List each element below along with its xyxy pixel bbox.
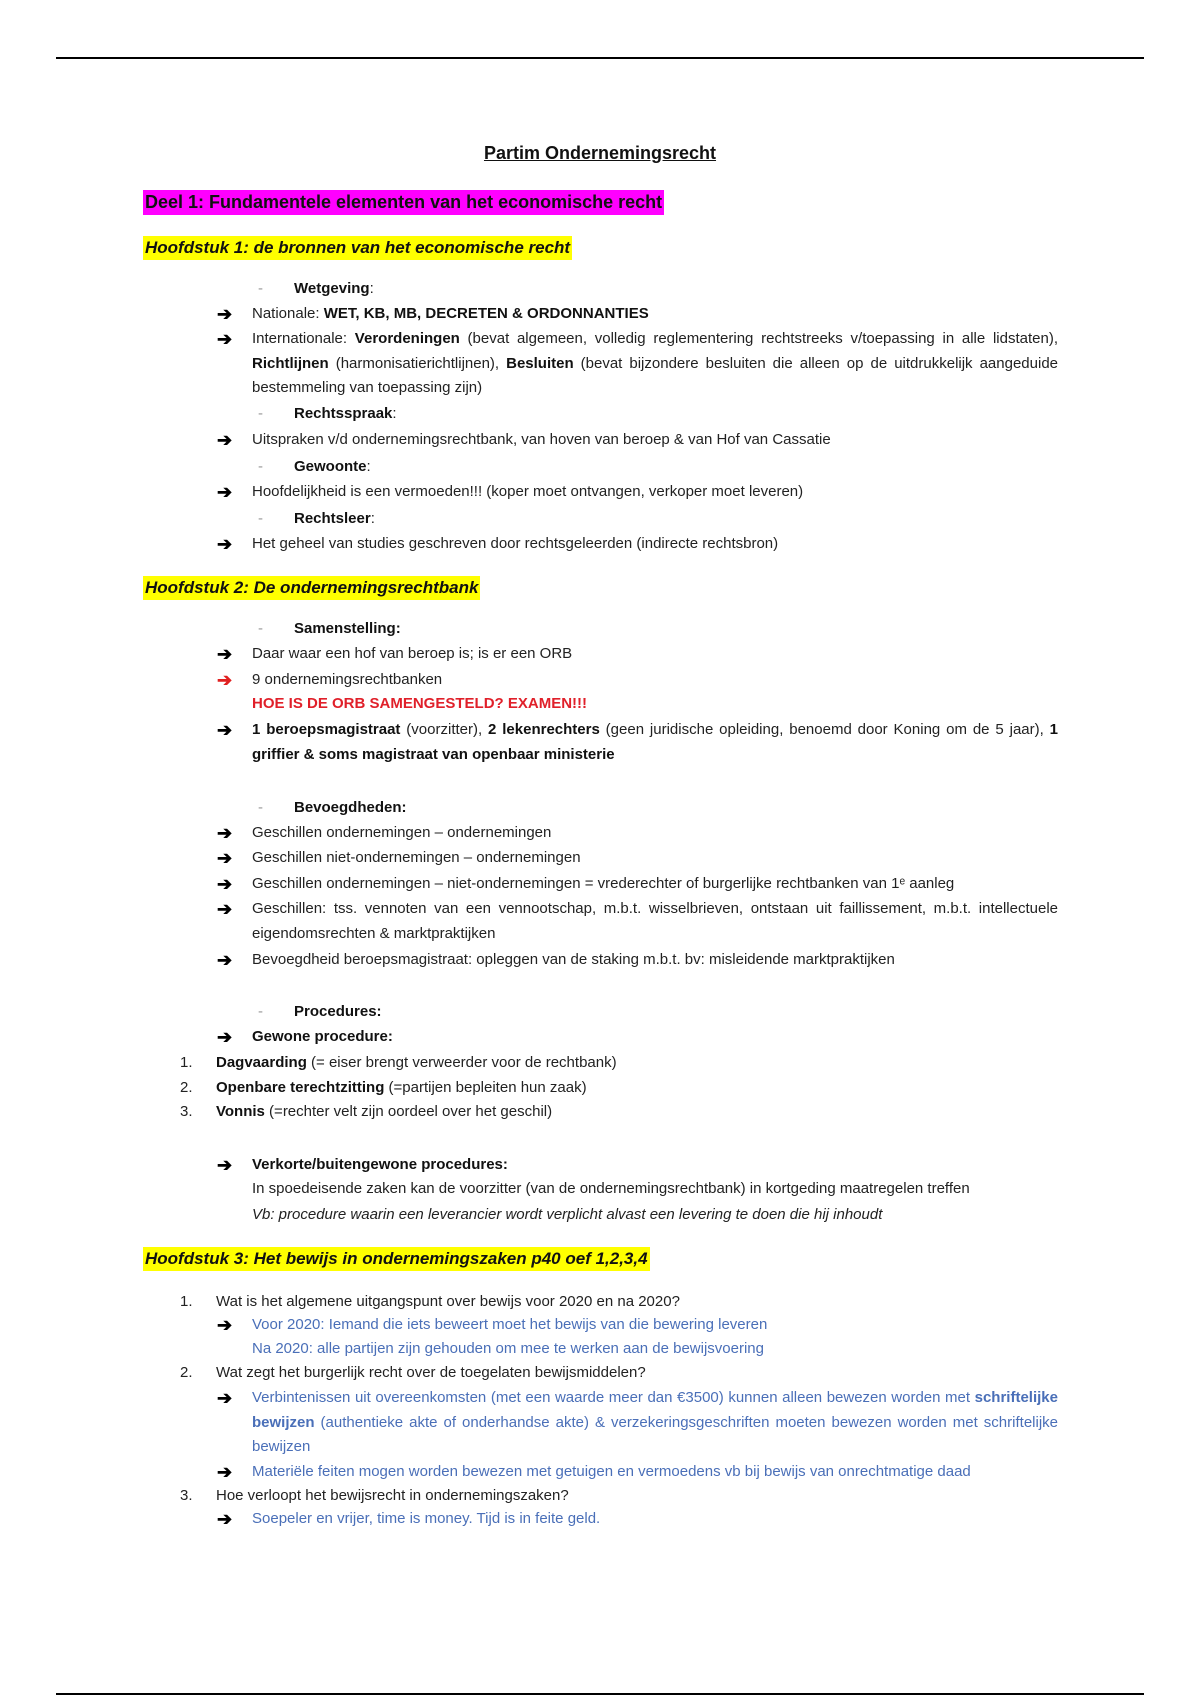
arrow-icon: ➔ bbox=[217, 1027, 233, 1047]
samenstelling-label: Samenstelling: bbox=[294, 620, 401, 637]
arrow-icon: ➔ bbox=[217, 1462, 233, 1482]
arrow-icon: ➔ bbox=[217, 1155, 233, 1175]
part-heading: Deel 1: Fundamentele elementen van het economische recht bbox=[143, 190, 664, 215]
arrow-icon: ➔ bbox=[217, 823, 233, 843]
internationale-paragraph: Internationale: Verordeningen (bevat algemeen, volledig reglementering rechtstreeks v/toepassing in alle lidstaten), Richtlijnen (harmonisatierichtlijnen), Besluiten (bevat bijzondere besluiten die alleen op de uitdrukkelijk aangeduide bestemmeling van toepassing zijn) bbox=[252, 330, 1058, 396]
bevoegdheid-5: Bevoegdheid beroepsmagistraat: opleggen van de staking m.b.t. bv: misleidende marktpraktijken bbox=[252, 951, 895, 968]
wetgeving-label: Wetgeving: bbox=[294, 280, 374, 297]
dash-bullet: - bbox=[258, 620, 263, 637]
answer-1b: Na 2020: alle partijen zijn gehouden om mee te werken aan de bewijsvoering bbox=[252, 1340, 764, 1357]
arrow-icon: ➔ bbox=[217, 899, 233, 919]
list-number: 2. bbox=[180, 1364, 193, 1381]
dash-bullet: - bbox=[258, 405, 263, 422]
list-number: 1. bbox=[180, 1293, 193, 1310]
answer-3: Soepeler en vrijer, time is money. Tijd is in feite geld. bbox=[252, 1510, 601, 1527]
samenstelling-1: Daar waar een hof van beroep is; is er een ORB bbox=[252, 645, 573, 662]
procedures-label: Procedures: bbox=[294, 1003, 382, 1020]
bevoegdheid-2: Geschillen niet-ondernemingen – ondernemingen bbox=[252, 849, 581, 866]
arrow-icon: ➔ bbox=[217, 874, 233, 894]
samenstelling-2: 9 ondernemingsrechtbanken bbox=[252, 671, 443, 688]
arrow-icon: ➔ bbox=[217, 430, 233, 450]
arrow-icon: ➔ bbox=[217, 482, 233, 502]
rechtsleer-text: Het geheel van studies geschreven door rechtsgeleerden (indirecte rechtsbron) bbox=[252, 535, 779, 552]
list-number: 3. bbox=[180, 1487, 193, 1504]
dash-bullet: - bbox=[258, 510, 263, 527]
nationale-line: Nationale: WET, KB, MB, DECRETEN & ORDONNANTIES bbox=[252, 305, 649, 322]
page-title: Partim Ondernemingsrecht bbox=[483, 143, 717, 163]
question-1: Wat is het algemene uitgangspunt over bewijs voor 2020 en na 2020? bbox=[216, 1293, 680, 1310]
dash-bullet: - bbox=[258, 280, 263, 297]
verkorte-label: Verkorte/buitengewone procedures: bbox=[252, 1156, 508, 1173]
red-arrow-icon: ➔ bbox=[217, 670, 233, 690]
list-number: 2. bbox=[180, 1079, 193, 1096]
verkorte-text: In spoedeisende zaken kan de voorzitter (van de ondernemingsrechtbank) in kortgeding maatregelen treffen bbox=[252, 1180, 970, 1197]
bottom-rule bbox=[56, 1693, 1144, 1695]
exam-note: HOE IS DE ORB SAMENGESTELD? EXAMEN!!! bbox=[252, 695, 588, 712]
chapter-1-heading: Hoofdstuk 1: de bronnen van het economische recht bbox=[143, 236, 572, 260]
top-rule bbox=[56, 57, 1144, 59]
arrow-icon: ➔ bbox=[217, 950, 233, 970]
list-number: 1. bbox=[180, 1054, 193, 1071]
answer-1a: Voor 2020: Iemand die iets beweert moet het bewijs van die bewering leveren bbox=[252, 1316, 768, 1333]
arrow-icon: ➔ bbox=[217, 720, 233, 740]
arrow-icon: ➔ bbox=[217, 1315, 233, 1335]
bevoegdheid-3: Geschillen ondernemingen – niet-ondernemingen = vrederechter of burgerlijke rechtbanken van 1ᵉ aanleg bbox=[252, 875, 955, 892]
samenstelling-3: 1 beroepsmagistraat (voorzitter), 2 lekenrechters (geen juridische opleiding, benoemd door Koning om de 5 jaar), 1 griffier & soms magistraat van openbaar ministerie bbox=[252, 721, 1058, 763]
arrow-icon: ➔ bbox=[217, 534, 233, 554]
rechtspraak-label: Rechtsspraak: bbox=[294, 405, 397, 422]
arrow-icon: ➔ bbox=[217, 1388, 233, 1408]
rechtsleer-label: Rechtsleer: bbox=[294, 510, 375, 527]
arrow-icon: ➔ bbox=[217, 329, 233, 349]
answer-2b: Materiële feiten mogen worden bewezen met getuigen en vermoedens vb bij bewijs van onrechtmatige daad bbox=[252, 1463, 971, 1480]
chapter-2-heading: Hoofdstuk 2: De ondernemingsrechtbank bbox=[143, 576, 480, 600]
list-number: 3. bbox=[180, 1103, 193, 1120]
arrow-icon: ➔ bbox=[217, 304, 233, 324]
procedure-step-2: Openbare terechtzitting (=partijen bepleiten hun zaak) bbox=[216, 1079, 587, 1096]
bevoegdheid-4: Geschillen: tss. vennoten van een vennootschap, m.b.t. wisselbrieven, ontstaan uit faillissement, m.b.t. intellectuele eigendomsrechten & marktpraktijken bbox=[252, 900, 1058, 942]
gewoonte-label: Gewoonte: bbox=[294, 458, 371, 475]
procedure-step-1: Dagvaarding (= eiser brengt verweerder voor de rechtbank) bbox=[216, 1054, 617, 1071]
dash-bullet: - bbox=[258, 799, 263, 816]
verkorte-example: Vb: procedure waarin een leverancier wordt verplicht alvast een levering te doen die hij inhoudt bbox=[252, 1206, 883, 1223]
question-3: Hoe verloopt het bewijsrecht in ondernemingszaken? bbox=[216, 1487, 569, 1504]
dash-bullet: - bbox=[258, 1003, 263, 1020]
answer-2a: Verbintenissen uit overeenkomsten (met een waarde meer dan €3500) kunnen alleen bewezen worden met schriftelijke bewijzen (authentieke akte of onderhandse akte) & verzekeringsgeschriften moeten bewezen worden met schriftelijke bewijzen bbox=[252, 1389, 1058, 1455]
procedure-step-3: Vonnis (=rechter velt zijn oordeel over het geschil) bbox=[216, 1103, 553, 1120]
bevoegdheden-label: Bevoegdheden: bbox=[294, 799, 407, 816]
chapter-3-heading: Hoofdstuk 3: Het bewijs in ondernemingszaken p40 oef 1,2,3,4 bbox=[143, 1247, 650, 1271]
bevoegdheid-1: Geschillen ondernemingen – ondernemingen bbox=[252, 824, 552, 841]
gewoonte-text: Hoofdelijkheid is een vermoeden!!! (koper moet ontvangen, verkoper moet leveren) bbox=[252, 483, 804, 500]
arrow-icon: ➔ bbox=[217, 644, 233, 664]
arrow-icon: ➔ bbox=[217, 1509, 233, 1529]
rechtspraak-text: Uitspraken v/d ondernemingsrechtbank, van hoven van beroep & van Hof van Cassatie bbox=[252, 431, 831, 448]
question-2: Wat zegt het burgerlijk recht over de toegelaten bewijsmiddelen? bbox=[216, 1364, 646, 1381]
arrow-icon: ➔ bbox=[217, 848, 233, 868]
gewone-procedure-label: Gewone procedure: bbox=[252, 1028, 393, 1045]
dash-bullet: - bbox=[258, 458, 263, 475]
